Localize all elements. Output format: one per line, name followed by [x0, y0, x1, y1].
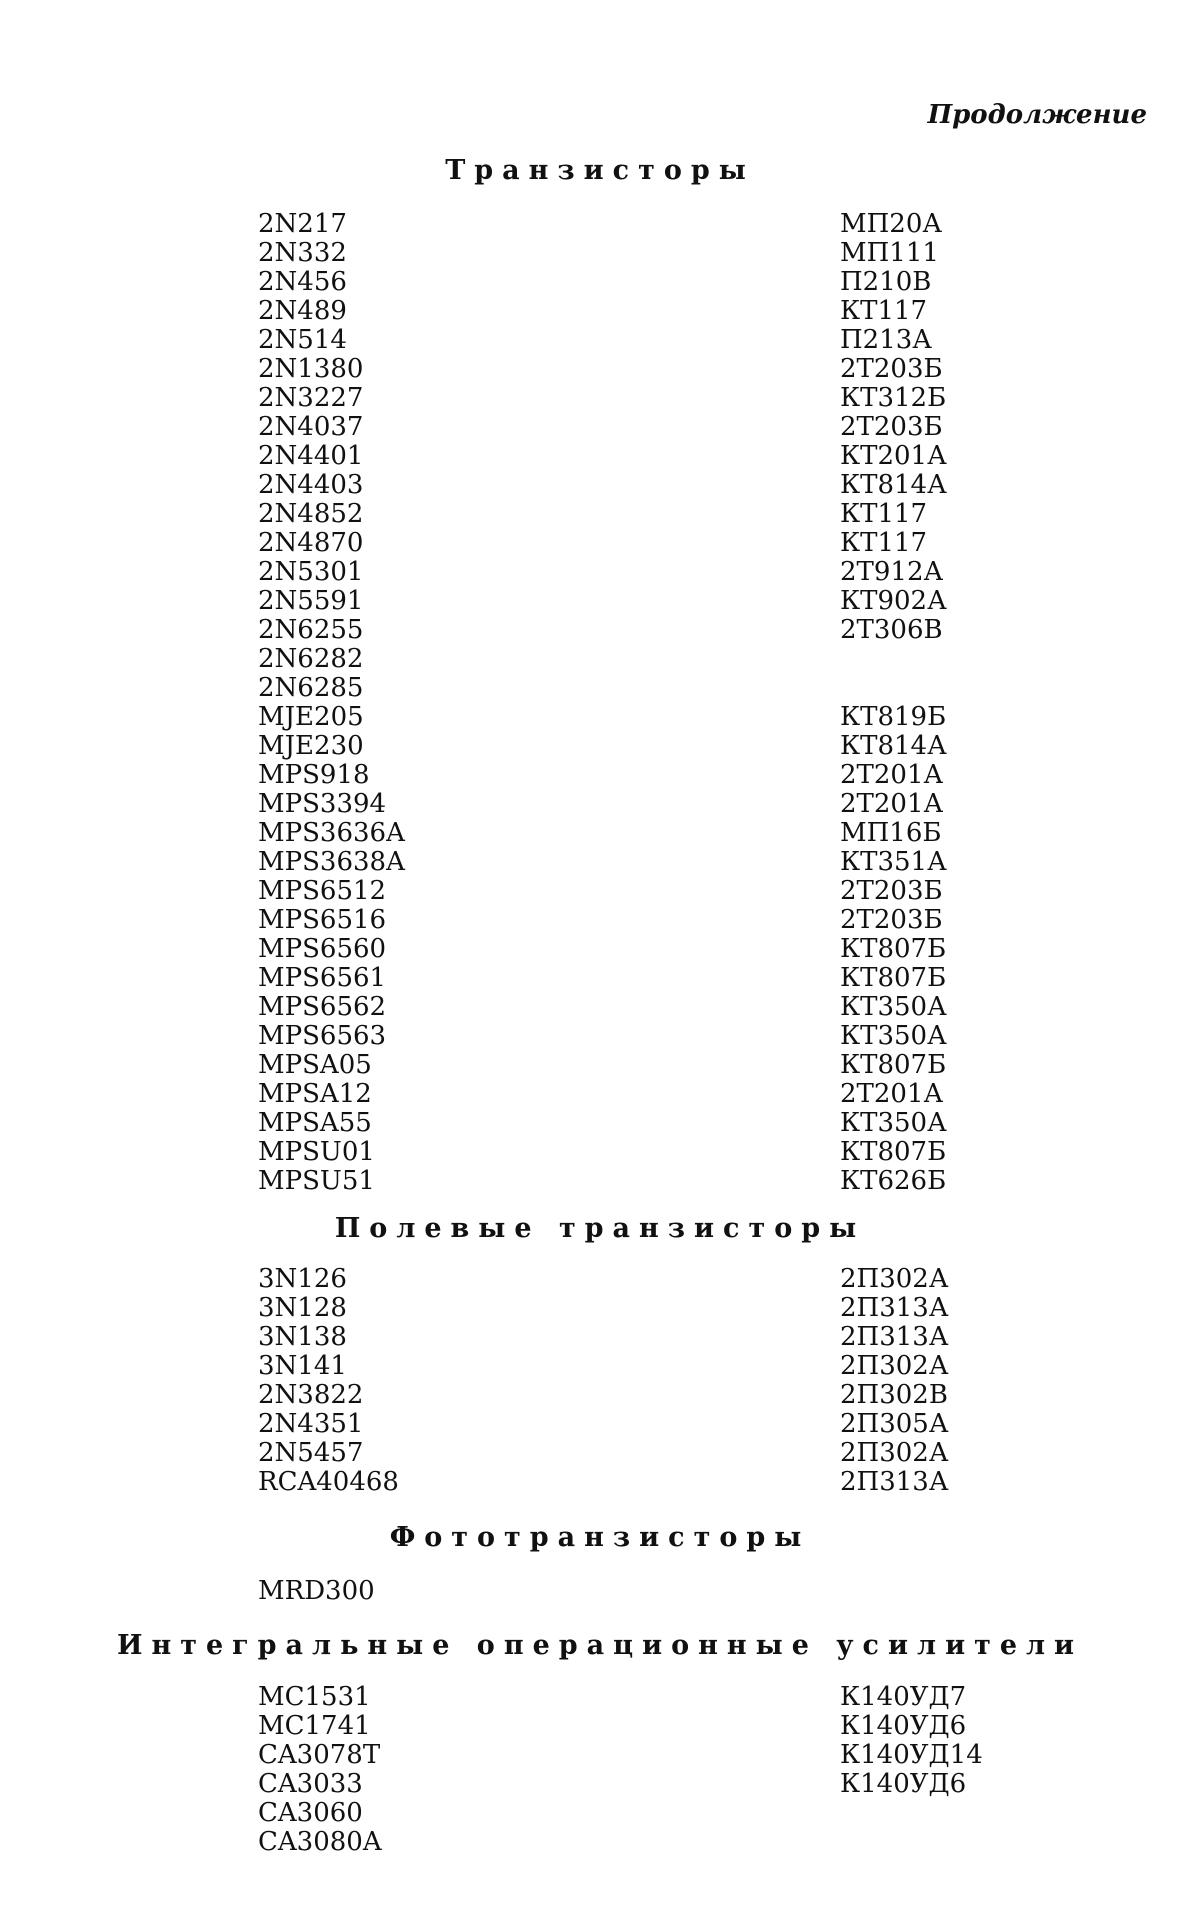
foreign-part-number: MPS6560: [258, 934, 387, 964]
transistor-table: [0, 210, 1200, 1196]
domestic-equivalent: 2П313А: [840, 1293, 949, 1323]
domestic-equivalent: КТ807Б: [840, 1050, 947, 1080]
table-row: [0, 1022, 1200, 1051]
table-row: [0, 529, 1200, 558]
domestic-equivalent: МП16Б: [840, 818, 942, 848]
table-row: [0, 1770, 1200, 1799]
foreign-part-number: 2N3822: [258, 1380, 364, 1410]
domestic-equivalent: КТ350А: [840, 1108, 947, 1138]
table-row: [0, 297, 1200, 326]
domestic-equivalent: КТ807Б: [840, 934, 947, 964]
table-row: [0, 703, 1200, 732]
domestic-equivalent: П213А: [840, 325, 932, 355]
foreign-part-number: MPS3394: [258, 789, 387, 819]
domestic-equivalent: 2П313А: [840, 1467, 949, 1497]
foreign-part-number: 3N128: [258, 1293, 347, 1323]
table-row: [0, 384, 1200, 413]
foreign-part-number: MC1741: [258, 1711, 371, 1741]
table-row: [0, 355, 1200, 384]
foreign-part-number: MPSU51: [258, 1166, 375, 1196]
foreign-part-number: MPSA05: [258, 1050, 372, 1080]
table-row: [0, 1468, 1200, 1497]
domestic-equivalent: КТ814А: [840, 731, 947, 761]
foreign-part-number: MPS6516: [258, 905, 387, 935]
table-row: [0, 645, 1200, 674]
domestic-equivalent: К140УД6: [840, 1769, 967, 1799]
domestic-equivalent: 2Т203Б: [840, 876, 943, 906]
foreign-part-number: CA3078T: [258, 1740, 381, 1770]
foreign-part-number: 3N126: [258, 1264, 347, 1294]
foreign-part-number: MPSA12: [258, 1079, 372, 1109]
table-row: [0, 964, 1200, 993]
domestic-equivalent: КТ807Б: [840, 963, 947, 993]
table-row: [0, 558, 1200, 587]
section-title-field-transistors: Полевые транзисторы: [334, 1213, 866, 1244]
table-row: [0, 906, 1200, 935]
table-row: [0, 1741, 1200, 1770]
domestic-equivalent: К140УД6: [840, 1711, 967, 1741]
table-row: [0, 761, 1200, 790]
section-title-transistors: Транзисторы: [445, 155, 755, 186]
domestic-equivalent: КТ626Б: [840, 1166, 947, 1196]
foreign-part-number: 3N141: [258, 1351, 347, 1381]
table-row: [0, 732, 1200, 761]
foreign-part-number: 2N5301: [258, 557, 364, 587]
foreign-part-number: MRD300: [258, 1576, 375, 1606]
domestic-equivalent: КТ117: [840, 296, 928, 326]
domestic-equivalent: 2Т201А: [840, 789, 944, 819]
domestic-equivalent: 2П305А: [840, 1409, 949, 1439]
table-row: [0, 1109, 1200, 1138]
foreign-part-number: MJE230: [258, 731, 364, 761]
domestic-equivalent: КТ819Б: [840, 702, 947, 732]
table-row: [0, 1439, 1200, 1468]
domestic-equivalent: 2Т201А: [840, 760, 944, 790]
table-row: [0, 1577, 1200, 1606]
domestic-equivalent: КТ814А: [840, 470, 947, 500]
section-title-op-amps: Интегральные операционные усилители: [116, 1630, 1084, 1661]
domestic-equivalent: 2П302А: [840, 1264, 949, 1294]
foreign-part-number: CA3060: [258, 1798, 363, 1828]
foreign-part-number: 2N4351: [258, 1409, 364, 1439]
table-row: [0, 848, 1200, 877]
table-row: [0, 268, 1200, 297]
domestic-equivalent: 2Т203Б: [840, 905, 943, 935]
foreign-part-number: MPS6563: [258, 1021, 387, 1051]
foreign-part-number: 2N4403: [258, 470, 364, 500]
domestic-equivalent: КТ201А: [840, 441, 947, 471]
foreign-part-number: 2N3227: [258, 383, 364, 413]
phototransistor-table: [0, 1577, 1200, 1606]
foreign-part-number: CA3033: [258, 1769, 363, 1799]
table-row: [0, 1799, 1200, 1828]
table-row: [0, 674, 1200, 703]
domestic-equivalent: 2Т201А: [840, 1079, 944, 1109]
foreign-part-number: 2N514: [258, 325, 347, 355]
table-row: [0, 239, 1200, 268]
op-amp-table: [0, 1683, 1200, 1857]
foreign-part-number: MPS6562: [258, 992, 387, 1022]
foreign-part-number: MPS6512: [258, 876, 387, 906]
domestic-equivalent: 2Т203Б: [840, 354, 943, 384]
table-row: [0, 1265, 1200, 1294]
table-row: [0, 790, 1200, 819]
table-row: [0, 1712, 1200, 1741]
domestic-equivalent: КТ350А: [840, 992, 947, 1022]
continuation-label: Продолжение: [927, 100, 1147, 130]
foreign-part-number: 2N4037: [258, 412, 364, 442]
domestic-equivalent: КТ117: [840, 528, 928, 558]
foreign-part-number: MPSU01: [258, 1137, 375, 1167]
domestic-equivalent: КТ312Б: [840, 383, 947, 413]
table-row: [0, 935, 1200, 964]
table-row: [0, 1828, 1200, 1857]
foreign-part-number: 2N217: [258, 209, 347, 239]
foreign-part-number: RCA40468: [258, 1467, 399, 1497]
domestic-equivalent: КТ351А: [840, 847, 947, 877]
foreign-part-number: 2N332: [258, 238, 347, 268]
foreign-part-number: 2N4852: [258, 499, 364, 529]
domestic-equivalent: 2П302А: [840, 1438, 949, 1468]
table-row: [0, 1051, 1200, 1080]
domestic-equivalent: 2Т306В: [840, 615, 943, 645]
table-row: [0, 1138, 1200, 1167]
foreign-part-number: 3N138: [258, 1322, 347, 1352]
table-row: [0, 1294, 1200, 1323]
table-row: [0, 1167, 1200, 1196]
table-row: [0, 877, 1200, 906]
domestic-equivalent: КТ117: [840, 499, 928, 529]
foreign-part-number: CA3080A: [258, 1827, 382, 1857]
table-row: [0, 413, 1200, 442]
foreign-part-number: 2N6255: [258, 615, 364, 645]
table-row: [0, 1381, 1200, 1410]
section-title-phototransistors: Фототранзисторы: [389, 1522, 811, 1553]
table-row: [0, 819, 1200, 848]
table-row: [0, 587, 1200, 616]
domestic-equivalent: 2Т203Б: [840, 412, 943, 442]
foreign-part-number: 2N6282: [258, 644, 364, 674]
foreign-part-number: 2N4401: [258, 441, 364, 471]
table-row: [0, 471, 1200, 500]
foreign-part-number: MJE205: [258, 702, 364, 732]
domestic-equivalent: К140УД14: [840, 1740, 983, 1770]
table-row: [0, 500, 1200, 529]
table-row: [0, 1080, 1200, 1109]
domestic-equivalent: К140УД7: [840, 1682, 967, 1712]
domestic-equivalent: КТ807Б: [840, 1137, 947, 1167]
foreign-part-number: MPS3638A: [258, 847, 405, 877]
table-row: [0, 993, 1200, 1022]
table-row: [0, 1323, 1200, 1352]
foreign-part-number: 2N5591: [258, 586, 364, 616]
foreign-part-number: 2N4870: [258, 528, 364, 558]
foreign-part-number: 2N1380: [258, 354, 364, 384]
domestic-equivalent: КТ902А: [840, 586, 947, 616]
foreign-part-number: MPS3636A: [258, 818, 405, 848]
domestic-equivalent: П210В: [840, 267, 932, 297]
foreign-part-number: 2N5457: [258, 1438, 364, 1468]
foreign-part-number: MPS918: [258, 760, 370, 790]
domestic-equivalent: МП111: [840, 238, 939, 268]
foreign-part-number: 2N489: [258, 296, 347, 326]
table-row: [0, 1352, 1200, 1381]
domestic-equivalent: КТ350А: [840, 1021, 947, 1051]
foreign-part-number: 2N456: [258, 267, 347, 297]
foreign-part-number: MPSA55: [258, 1108, 372, 1138]
table-row: [0, 442, 1200, 471]
domestic-equivalent: МП20А: [840, 209, 943, 239]
table-row: [0, 616, 1200, 645]
foreign-part-number: 2N6285: [258, 673, 364, 703]
foreign-part-number: MPS6561: [258, 963, 387, 993]
domestic-equivalent: 2П313А: [840, 1322, 949, 1352]
table-row: [0, 1410, 1200, 1439]
field-transistor-table: [0, 1265, 1200, 1497]
foreign-part-number: MC1531: [258, 1682, 371, 1712]
domestic-equivalent: 2П302А: [840, 1351, 949, 1381]
table-row: [0, 326, 1200, 355]
table-row: [0, 210, 1200, 239]
domestic-equivalent: 2Т912А: [840, 557, 944, 587]
domestic-equivalent: 2П302В: [840, 1380, 948, 1410]
table-row: [0, 1683, 1200, 1712]
